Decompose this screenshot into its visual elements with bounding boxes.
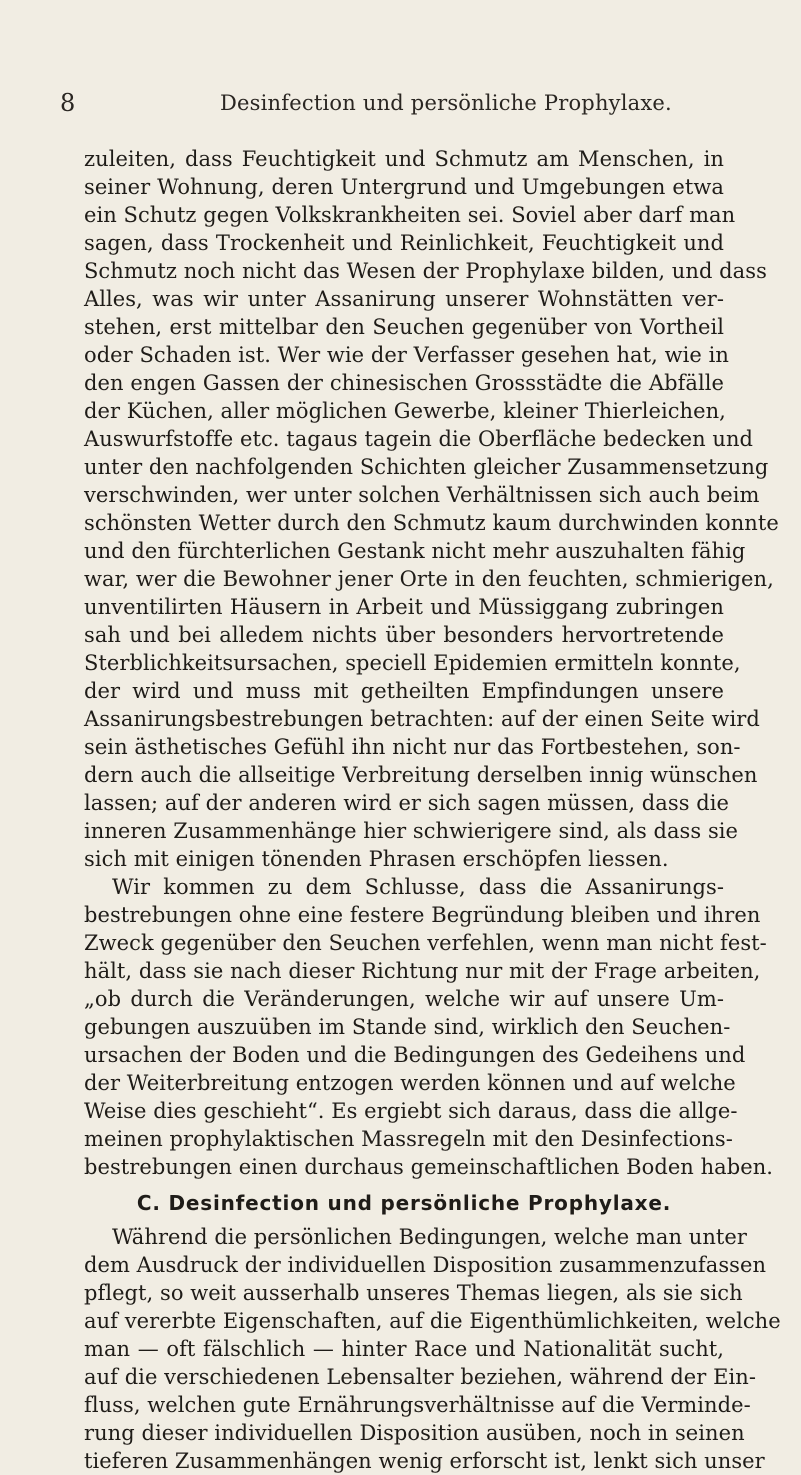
text-line: verschwinden, wer unter solchen Verhältnissen sich auch beim	[84, 483, 760, 507]
paragraph-3	[84, 1223, 781, 1475]
text-line: man — oft fälschlich — hinter Race und Nationalität sucht,	[84, 1337, 724, 1361]
text-line: Sterblichkeitsursachen, speciell Epidemien ermitteln konnte,	[84, 651, 741, 675]
text-line: inneren Zusammenhänge hier schwierigere sind, als dass sie	[84, 819, 739, 843]
text-line: war, wer die Bewohner jener Orte in den feuchten, schmierigen,	[84, 567, 774, 591]
body-text	[84, 145, 781, 1475]
text-line: auf vererbte Eigenschaften, auf die Eigenthümlichkeiten, welche	[84, 1309, 781, 1333]
text-line: dern auch die allseitige Verbreitung derselben innig wünschen	[84, 763, 758, 787]
text-line: der Küchen, aller möglichen Gewerbe, kleiner Thierleichen,	[84, 399, 726, 423]
text-line: ein Schutz gegen Volkskrankheiten sei. Soviel aber darf man	[84, 203, 736, 227]
text-line: tieferen Zusammenhängen wenig erforscht ist, lenkt sich unser	[84, 1449, 765, 1473]
text-line: stehen, erst mittelbar den Seuchen gegenüber von Vortheil	[84, 315, 724, 339]
text-line: bestrebungen einen durchaus gemeinschaftlichen Boden haben.	[84, 1155, 774, 1179]
text-line: der wird und muss mit getheilten Empfindungen unsere	[84, 679, 724, 703]
text-line: bestrebungen ohne eine festere Begründung bleiben und ihren	[84, 903, 761, 927]
text-line: seiner Wohnung, deren Untergrund und Umgebungen etwa	[84, 175, 724, 199]
text-line: und den fürchterlichen Gestank nicht mehr auszuhalten fähig	[84, 539, 746, 563]
text-line: ursachen der Boden und die Bedingungen des Gedeihens und	[84, 1043, 746, 1067]
text-line: meinen prophylaktischen Massregeln mit den Desinfections-	[84, 1127, 733, 1151]
text-line: schönsten Wetter durch den Schmutz kaum durchwinden konnte	[84, 511, 779, 535]
text-line: unter den nachfolgenden Schichten gleicher Zusammensetzung	[84, 455, 769, 479]
text-line: unventilirten Häusern in Arbeit und Müssiggang zubringen	[84, 595, 724, 619]
running-header	[60, 88, 740, 118]
text-line: hält, dass sie nach dieser Richtung nur mit der Frage arbeiten,	[84, 959, 761, 983]
text-line: Während die persönlichen Bedingungen, welche man unter	[112, 1225, 747, 1249]
text-line: sich mit einigen tönenden Phrasen erschöpfen liessen.	[84, 847, 669, 871]
text-line: den engen Gassen der chinesischen Grossstädte die Abfälle	[84, 371, 724, 395]
text-line: der Weiterbreitung entzogen werden können und auf welche	[84, 1071, 736, 1095]
text-line: Wir kommen zu dem Schlusse, dass die Assanirungs-	[112, 875, 724, 899]
text-line: zuleiten, dass Feuchtigkeit und Schmutz am Menschen, in	[84, 147, 724, 171]
page-number: 8	[60, 89, 76, 117]
text-line: gebungen auszuüben im Stande sind, wirklich den Seuchen-	[84, 1015, 731, 1039]
section-heading: C. Desinfection und persönliche Prophylaxe.	[136, 1191, 672, 1215]
paragraph-1	[84, 145, 779, 873]
text-line: Schmutz noch nicht das Wesen der Prophylaxe bilden, und dass	[84, 259, 767, 283]
text-line: lassen; auf der anderen wird er sich sagen müssen, dass die	[84, 791, 729, 815]
paragraph-2	[84, 873, 774, 1181]
text-line: oder Schaden ist. Wer wie der Verfasser gesehen hat, wie in	[84, 343, 729, 367]
text-line: pflegt, so weit ausserhalb unseres Themas liegen, als sie sich	[84, 1281, 743, 1305]
text-line: Zweck gegenüber den Seuchen verfehlen, wenn man nicht fest-	[84, 931, 767, 955]
text-line: rung dieser individuellen Disposition ausüben, noch in seinen	[84, 1421, 745, 1445]
text-line: dem Ausdruck der individuellen Disposition zusammenzufassen	[84, 1253, 767, 1277]
text-line: „ob durch die Veränderungen, welche wir auf unsere Um-	[84, 987, 724, 1011]
text-line: Assanirungsbestrebungen betrachten: auf der einen Seite wird	[84, 707, 760, 731]
text-line: fluss, welchen gute Ernährungsverhältnisse auf die Verminde-	[84, 1393, 751, 1417]
text-line: auf die verschiedenen Lebensalter beziehen, während der Ein-	[84, 1365, 756, 1389]
text-line: sein ästhetisches Gefühl ihn nicht nur das Fortbestehen, son-	[84, 735, 741, 759]
text-line: sagen, dass Trockenheit und Reinlichkeit, Feuchtigkeit und	[84, 231, 724, 255]
text-line: Auswurfstoffe etc. tagaus tagein die Oberfläche bedecken und	[84, 427, 754, 451]
running-title: Desinfection und persönliche Prophylaxe.	[220, 91, 672, 115]
text-line: Alles, was wir unter Assanirung unserer Wohnstätten ver-	[84, 287, 724, 311]
text-line: Weise dies geschieht“. Es ergiebt sich daraus, dass die allge-	[84, 1099, 738, 1123]
text-line: sah und bei alledem nichts über besonders hervortretende	[84, 623, 724, 647]
